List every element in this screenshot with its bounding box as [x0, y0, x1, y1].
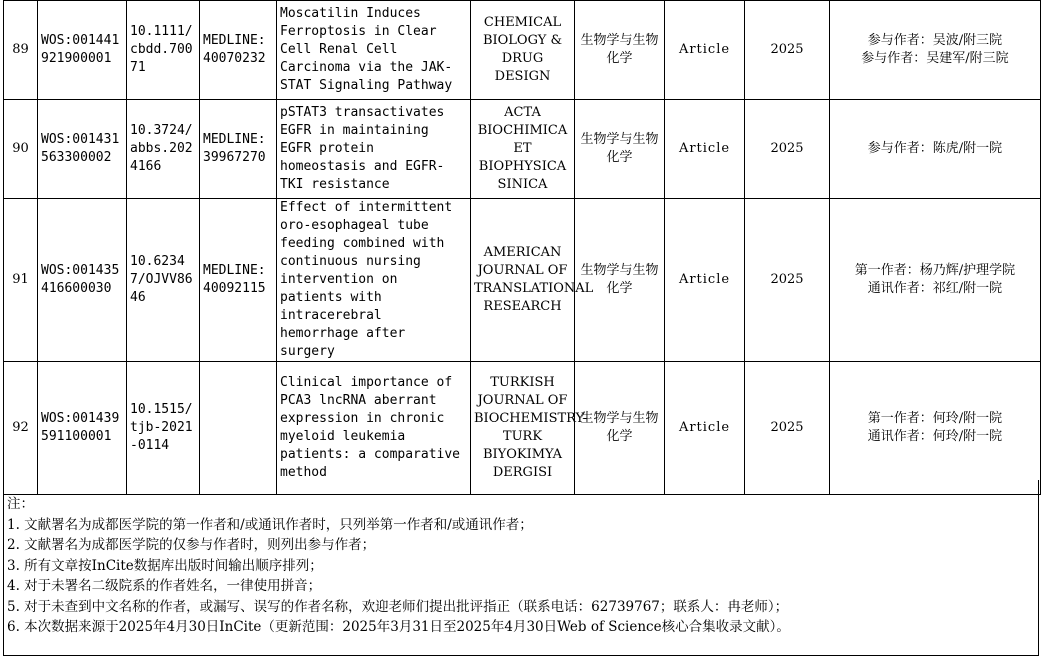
author-list [830, 100, 1041, 199]
note-item: 3. 所有文章按InCite数据库出版时间输出顺序排列； [7, 557, 323, 574]
medline-id: MEDLINE:39967270 [200, 100, 277, 199]
journal-name: CHEMICAL BIOLOGY & DRUG DESIGN [471, 1, 575, 100]
wos-id: WOS:001439591100001 [38, 362, 127, 495]
author-entry: 第一作者：杨乃辉/护理学院 [854, 263, 1016, 278]
author-entry: 参与作者：陈虎/附一院 [867, 141, 1003, 156]
document-type: Article [665, 100, 745, 199]
table-row [4, 100, 1041, 199]
doi: 10.1515/tjb-2021-0114 [127, 362, 200, 495]
article-title: Clinical importance of PCA3 lncRNA aberrant expression in chronic myeloid leukemia patients: a comparative method [277, 362, 471, 495]
subject-category: 生物学与生物化学 [575, 1, 665, 100]
article-title: pSTAT3 transactivates EGFR in maintaining EGFR protein homeostasis and EGFR-TKI resistance [277, 100, 471, 199]
document-type: Article [665, 199, 745, 362]
row-number: 90 [4, 100, 38, 199]
wos-id: WOS:001435416600030 [38, 199, 127, 362]
author-entry: 通讯作者：祁红/附一院 [867, 281, 1003, 296]
publications-table [3, 0, 1041, 495]
row-number: 89 [4, 1, 38, 100]
wos-id: WOS:001431563300002 [38, 100, 127, 199]
publication-year: 2025 [745, 199, 830, 362]
subject-category: 生物学与生物化学 [575, 199, 665, 362]
medline-id: MEDLINE:40070232 [200, 1, 277, 100]
table-row [4, 199, 1041, 362]
publication-year: 2025 [745, 362, 830, 495]
author-entry: 参与作者：吴波/附三院 [867, 33, 1003, 48]
publication-year: 2025 [745, 1, 830, 100]
note-item: 6. 本次数据来源于2025年4月30日InCite（更新范围：2025年3月31日至2025年4月30日Web of Science核心合集收录文献）。 [7, 619, 790, 635]
journal-name: AMERICAN JOURNAL OF TRANSLATIONAL RESEARCH [471, 199, 575, 362]
document-type: Article [665, 362, 745, 495]
author-list [830, 199, 1041, 362]
wos-id: WOS:001441921900001 [38, 1, 127, 100]
note-item: 5. 对于未查到中文名称的作者，或漏写、误写的作者名称，欢迎老师们提出批评指正（联系电话：62739767；联系人：冉老师）； [7, 598, 789, 615]
doi: 10.62347/OJVV8646 [127, 199, 200, 362]
article-title: Moscatilin Induces Ferroptosis in Clear Cell Renal Cell Carcinoma via the JAK-STAT Signaling Pathway [277, 1, 471, 100]
subject-category: 生物学与生物化学 [575, 100, 665, 199]
article-title: Effect of intermittent oro-esophageal tube feeding combined with continuous nursing intervention on patients with intracerebral hemorrhage after surgery [277, 199, 471, 362]
author-list [830, 362, 1041, 495]
note-item: 1. 文献署名为成都医学院的第一作者和/或通讯作者时，只列举第一作者和/或通讯作者； [7, 516, 533, 533]
author-entry: 通讯作者：何玲/附一院 [867, 429, 1003, 444]
table-row [4, 362, 1041, 495]
journal-name: ACTA BIOCHIMICA ET BIOPHYSICA SINICA [471, 100, 575, 199]
medline-id: MEDLINE:40092115 [200, 199, 277, 362]
note-item: 4. 对于未署名二级院系的作者姓名，一律使用拼音； [7, 578, 322, 594]
publication-year: 2025 [745, 100, 830, 199]
table-row [4, 1, 1041, 100]
doi: 10.3724/abbs.2024166 [127, 100, 200, 199]
author-entry: 参与作者：吴建军/附三院 [861, 51, 1009, 66]
author-list [830, 1, 1041, 100]
notes-section [3, 480, 1039, 656]
document-type: Article [665, 1, 745, 100]
row-number: 92 [4, 362, 38, 495]
author-entry: 第一作者：何玲/附一院 [867, 411, 1003, 426]
medline-id [200, 362, 277, 495]
journal-name: TURKISH JOURNAL OF BIOCHEMISTRY-TURK BIYOKIMYA DERGISI [471, 362, 575, 495]
notes-heading: 注： [7, 496, 34, 512]
row-number: 91 [4, 199, 38, 362]
subject-category: 生物学与生物化学 [575, 362, 665, 495]
doi: 10.1111/cbdd.70071 [127, 1, 200, 100]
note-item: 2. 文献署名为成都医学院的仅参与作者时，则列出参与作者； [7, 537, 376, 553]
